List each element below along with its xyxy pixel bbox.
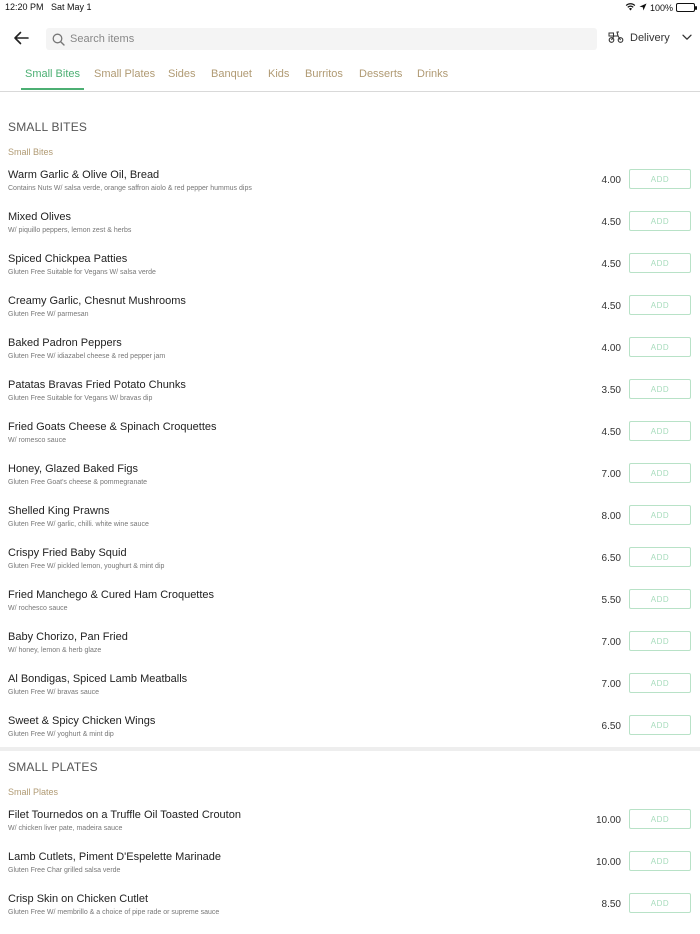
item-name: Crisp Skin on Chicken Cutlet	[8, 893, 149, 905]
item-name: Honey, Glazed Baked Figs	[8, 463, 139, 475]
delivery-selector[interactable]	[608, 30, 692, 46]
menu-item	[0, 673, 700, 715]
location-arrow-icon	[639, 3, 647, 13]
status-indicators	[625, 2, 695, 13]
item-description: Contains Nuts W/ salsa verde, orange saffron aiolo & red pepper hummus dips	[8, 185, 252, 192]
wifi-icon	[625, 2, 636, 13]
item-description: W/ honey, lemon & herb glaze	[8, 647, 102, 654]
add-button[interactable]: ADD	[629, 505, 691, 525]
item-name: Filet Tournedos on a Truffle Oil Toasted Crouton	[8, 809, 241, 821]
section-divider	[0, 747, 700, 751]
item-name: Shelled King Prawns	[8, 505, 110, 517]
chevron-down-icon	[682, 32, 692, 44]
menu-item	[0, 295, 700, 337]
tab-banquet[interactable]: Banquet	[211, 68, 252, 80]
menu-item	[0, 379, 700, 421]
item-description: Gluten Free W/ garlic, chilli. white wine sauce	[8, 521, 149, 528]
add-button[interactable]: ADD	[629, 169, 691, 189]
item-price: 4.50	[601, 427, 621, 438]
menu-item	[0, 337, 700, 379]
section-title-small-bites: SMALL BITES	[8, 120, 88, 134]
back-button[interactable]	[10, 29, 32, 51]
battery-icon	[676, 3, 695, 12]
tab-small-bites[interactable]: Small Bites	[21, 68, 84, 90]
item-description: Gluten Free W/ idiazabel cheese & red pepper jam	[8, 353, 166, 360]
menu-item	[0, 893, 700, 934]
item-description: W/ chicken liver pate, madeira sauce	[8, 825, 123, 832]
search-icon	[52, 33, 65, 46]
item-price: 4.50	[601, 301, 621, 312]
menu-item	[0, 589, 700, 631]
tab-kids[interactable]: Kids	[268, 68, 290, 80]
item-name: Lamb Cutlets, Piment D'Espelette Marinade	[8, 851, 222, 863]
add-button[interactable]: ADD	[629, 809, 691, 829]
menu-item	[0, 463, 700, 505]
add-button[interactable]: ADD	[629, 851, 691, 871]
tab-burritos[interactable]: Burritos	[305, 68, 343, 80]
menu-item	[0, 169, 700, 211]
item-name: Baked Padron Peppers	[8, 337, 122, 349]
item-price: 10.00	[595, 815, 621, 826]
item-description: Gluten Free Goat's cheese & pommegranate	[8, 479, 148, 486]
item-price: 3.50	[601, 385, 621, 396]
item-description: Gluten Free W/ yoghurt & mint dip	[8, 731, 114, 738]
search-bar[interactable]	[46, 28, 597, 50]
menu-item	[0, 505, 700, 547]
menu-item	[0, 253, 700, 295]
add-button[interactable]: ADD	[629, 421, 691, 441]
item-price: 7.00	[601, 469, 621, 480]
menu-item	[0, 631, 700, 673]
item-description: Gluten Free W/ parmesan	[8, 311, 89, 318]
item-description: Gluten Free Suitable for Vegans W/ salsa verde	[8, 269, 156, 276]
add-button[interactable]: ADD	[629, 673, 691, 693]
battery-percent: 100%	[649, 2, 673, 13]
item-name: Crispy Fried Baby Squid	[8, 547, 127, 559]
category-tabs	[0, 62, 700, 92]
item-description: Gluten Free Char grilled salsa verde	[8, 867, 121, 874]
item-name: Creamy Garlic, Chesnut Mushrooms	[8, 295, 186, 307]
search-input[interactable]	[70, 33, 570, 45]
section-subtitle-small-plates: Small Plates	[8, 787, 59, 797]
tab-sides[interactable]: Sides	[168, 68, 196, 80]
item-description: W/ piquillo peppers, lemon zest & herbs	[8, 227, 132, 234]
add-button[interactable]: ADD	[629, 547, 691, 567]
item-price: 4.50	[601, 259, 621, 270]
item-price: 4.00	[601, 175, 621, 186]
item-name: Mixed Olives	[8, 211, 71, 223]
menu-item	[0, 547, 700, 589]
item-price: 4.00	[601, 343, 621, 354]
delivery-label: Delivery	[630, 32, 670, 44]
item-description: Gluten Free Suitable for Vegans W/ bravas dip	[8, 395, 153, 402]
tab-desserts[interactable]: Desserts	[359, 68, 403, 80]
add-button[interactable]: ADD	[629, 211, 691, 231]
item-name: Patatas Bravas Fried Potato Chunks	[8, 379, 186, 391]
add-button[interactable]: ADD	[629, 463, 691, 483]
add-button[interactable]: ADD	[629, 337, 691, 357]
add-button[interactable]: ADD	[629, 589, 691, 609]
menu-item	[0, 851, 700, 893]
item-name: Fried Goats Cheese & Spinach Croquettes	[8, 421, 217, 433]
item-price: 4.50	[601, 217, 621, 228]
item-description: Gluten Free W/ membrillo & a choice of pipe rade or supreme sauce	[8, 909, 220, 916]
item-price: 7.00	[601, 637, 621, 648]
item-price: 8.00	[601, 511, 621, 522]
status-time: 12:20 PM Sat May 1	[5, 2, 92, 12]
status-bar	[0, 0, 700, 14]
item-price: 5.50	[601, 595, 621, 606]
scooter-icon	[608, 30, 624, 46]
menu-item	[0, 809, 700, 851]
section-subtitle-small-bites: Small Bites	[8, 147, 54, 157]
item-name: Baby Chorizo, Pan Fried	[8, 631, 128, 643]
item-name: Al Bondigas, Spiced Lamb Meatballs	[8, 673, 188, 685]
header	[0, 26, 700, 54]
tab-small-plates[interactable]: Small Plates	[94, 68, 156, 80]
item-description: W/ rochesco sauce	[8, 605, 68, 612]
add-button[interactable]: ADD	[629, 253, 691, 273]
item-name: Spiced Chickpea Patties	[8, 253, 128, 265]
menu-item	[0, 421, 700, 463]
item-description: Gluten Free W/ pickled lemon, youghurt & mint dip	[8, 563, 165, 570]
add-button[interactable]: ADD	[629, 379, 691, 399]
item-name: Warm Garlic & Olive Oil, Bread	[8, 169, 160, 181]
tab-drinks[interactable]: Drinks	[417, 68, 449, 80]
add-button[interactable]: ADD	[629, 631, 691, 651]
item-price: 6.50	[601, 553, 621, 564]
item-price: 6.50	[601, 721, 621, 732]
item-name: Fried Manchego & Cured Ham Croquettes	[8, 589, 215, 601]
arrow-left-icon	[13, 31, 29, 50]
item-description: W/ romesco sauce	[8, 437, 66, 444]
section-title-small-plates: SMALL PLATES	[8, 760, 98, 774]
item-name: Sweet & Spicy Chicken Wings	[8, 715, 156, 727]
menu-item	[0, 211, 700, 253]
item-description: Gluten Free W/ bravas sauce	[8, 689, 100, 696]
item-price: 7.00	[601, 679, 621, 690]
add-button[interactable]: ADD	[629, 715, 691, 735]
add-button[interactable]: ADD	[629, 295, 691, 315]
item-price: 10.00	[595, 857, 621, 868]
item-price: 8.50	[601, 899, 621, 910]
add-button[interactable]: ADD	[629, 893, 691, 913]
